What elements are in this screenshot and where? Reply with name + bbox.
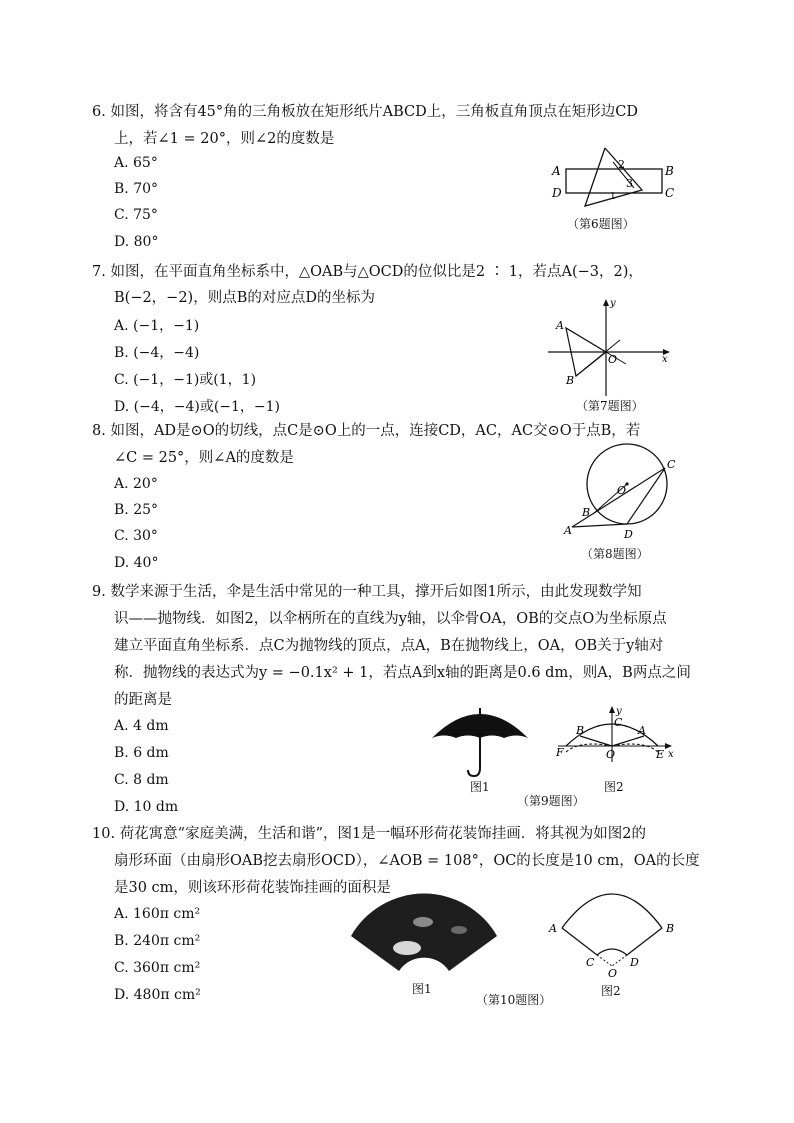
q8-label-d: D	[624, 528, 633, 541]
q9-stem-line3: 建立平面直角坐标系．点C为抛物线的顶点，点A，B在抛物线上，OA，OB关于y轴对	[114, 638, 664, 654]
q6-label-d: D	[552, 186, 562, 200]
q9-stem-line4: 称．抛物线的表达式为y = −0.1x² + 1，若点A到x轴的距离是0.6 dm，则A，B两点之间	[114, 665, 691, 681]
q9-option-c: C. 8 dm	[114, 772, 169, 788]
q7-stem-line1: 7. 如图，在平面直角坐标系中，△OAB与△OCD的位似比是2 ∶ 1，若点A(−3，2)，	[92, 264, 643, 280]
q9-label-c: C	[614, 716, 623, 729]
q10-option-c: C. 360π cm²	[114, 960, 201, 976]
q7-label-x: x	[662, 354, 668, 365]
q6-label-a: A	[552, 164, 561, 178]
q9-label-y: y	[616, 706, 622, 717]
q9-label-a: A	[638, 724, 646, 737]
q8-caption: （第8题图）	[581, 547, 649, 561]
q8-tangent-ad	[572, 524, 627, 527]
q10-fig2-label: 图2	[601, 984, 621, 998]
q9-fig2-label: 图2	[604, 780, 624, 794]
q10-painting-ring	[351, 894, 497, 971]
q10-dashed-co	[597, 955, 612, 966]
q7-option-d: D. (−4，−4)或(−1，−1)	[114, 399, 281, 415]
q8-line-cd	[627, 468, 665, 524]
q10-option-b: B. 240π cm²	[114, 933, 201, 949]
q10-lotus-leaf	[393, 941, 421, 955]
q9-caption: （第9题图）	[517, 794, 585, 808]
q8-label-c: C	[667, 458, 676, 471]
q9-umbrella-photo	[430, 700, 530, 778]
q9-option-a: A. 4 dm	[114, 718, 169, 734]
q8-option-c: C. 30°	[114, 528, 158, 544]
q7-label-b: B	[566, 374, 575, 387]
q10-edge-bd	[627, 928, 662, 955]
q8-option-d: D. 40°	[114, 555, 159, 571]
q9-label-e: E	[656, 748, 665, 761]
q6-label-angle3: 3	[626, 177, 633, 190]
q8-option-a: A. 20°	[114, 476, 158, 492]
q7-figure	[548, 298, 678, 398]
q10-lotus-flower	[413, 917, 433, 927]
q9-option-b: B. 6 dm	[114, 745, 169, 761]
q7-stem-line2: B(−2，−2)，则点B的对应点D的坐标为	[114, 290, 375, 306]
q10-edge-ac	[562, 928, 597, 955]
q6-label-c: C	[665, 186, 675, 200]
q7-label-y: y	[610, 298, 616, 309]
q9-stem-line2: 识——抛物线．如图2，以伞柄所在的直线为y轴，以伞骨OA，OB的交点O为坐标原点	[114, 611, 667, 627]
q9-y-arrow	[609, 706, 615, 713]
q9-label-f: F	[556, 746, 564, 759]
q10-stem-line1: 10. 荷花寓意“家庭美满，生活和谐”，图1是一幅环形荷花装饰挂画．将其视为如图2的	[92, 826, 646, 842]
q7-label-a: A	[556, 319, 564, 332]
q6-caption: （第6题图）	[567, 217, 635, 231]
q10-outer-arc-ab	[562, 894, 662, 928]
q10-lotus-leaf-small	[451, 926, 467, 934]
q9-figure2	[550, 706, 680, 776]
q10-stem-line3: 是30 cm，则该环形荷花装饰挂画的面积是	[114, 880, 391, 896]
q7-caption: （第7题图）	[576, 399, 644, 413]
q8-figure	[562, 428, 682, 541]
q10-lotus-painting	[349, 896, 499, 976]
q10-label-b: B	[666, 922, 675, 935]
q6-option-d: D. 80°	[114, 234, 159, 250]
q6-rectangle-abcd	[566, 169, 662, 193]
q10-caption: （第10题图）	[476, 993, 552, 1007]
q6-label-angle2: 2	[618, 158, 625, 171]
q7-option-b: B. (−4，−4)	[114, 345, 200, 361]
q9-option-d: D. 10 dm	[114, 799, 179, 815]
q10-fig1-label: 图1	[412, 982, 432, 996]
q6-option-c: C. 75°	[114, 207, 158, 223]
q9-dashed-right	[612, 744, 658, 752]
q10-label-c: C	[586, 956, 595, 969]
q8-stem-line2: ∠C = 25°，则∠A的度数是	[114, 450, 294, 466]
q7-option-c: C. (−1，−1)或(1，1)	[114, 372, 257, 388]
q9-label-b: B	[576, 724, 585, 737]
q10-stem-line2: 扇形环面（由扇形OAB挖去扇形OCD），∠AOB = 108°，OC的长度是10 cm，OA的长度	[114, 853, 700, 869]
q6-stem-line1: 6. 如图，将含有45°角的三角板放在矩形纸片ABCD上，三角板直角顶点在矩形边CD	[92, 104, 638, 120]
q8-label-o: O	[617, 484, 627, 497]
q6-stem-line2: 上，若∠1 = 20°，则∠2的度数是	[114, 131, 335, 147]
q8-label-a: A	[564, 524, 572, 537]
q9-stem-line5: 的距离是	[114, 692, 172, 708]
q10-dashed-do	[612, 955, 627, 966]
q7-option-a: A. (−1，−1)	[114, 318, 200, 334]
q9-fig1-label: 图1	[470, 780, 490, 794]
q9-label-o: O	[606, 748, 616, 761]
q10-sector-diagram	[544, 888, 684, 978]
q8-option-b: B. 25°	[114, 502, 159, 518]
q10-option-a: A. 160π cm²	[114, 906, 201, 922]
q6-option-a: A. 65°	[114, 155, 158, 171]
q9-umbrella-handle	[468, 768, 480, 776]
q7-y-arrow	[603, 299, 609, 306]
q6-label-angle1: 1	[610, 192, 616, 202]
q8-label-b: B	[582, 506, 591, 519]
q10-label-o: O	[608, 967, 618, 980]
q10-label-a: A	[549, 922, 557, 935]
q10-option-d: D. 480π cm²	[114, 987, 201, 1003]
q10-inner-arc-cd	[597, 949, 627, 955]
q7-label-o: O	[608, 353, 618, 366]
q9-label-x: x	[668, 749, 674, 760]
q8-stem-line1: 8. 如图，AD是⊙O的切线，点C是⊙O上的一点，连接CD，AC，AC交⊙O于点B，若	[92, 423, 641, 439]
q6-label-b: B	[665, 164, 674, 178]
q6-option-b: B. 70°	[114, 181, 159, 197]
q10-label-d: D	[630, 956, 639, 969]
q9-stem-line1: 9. 数学来源于生活，伞是生活中常见的一种工具，撑开后如图1所示，由此发现数学知	[92, 584, 642, 600]
